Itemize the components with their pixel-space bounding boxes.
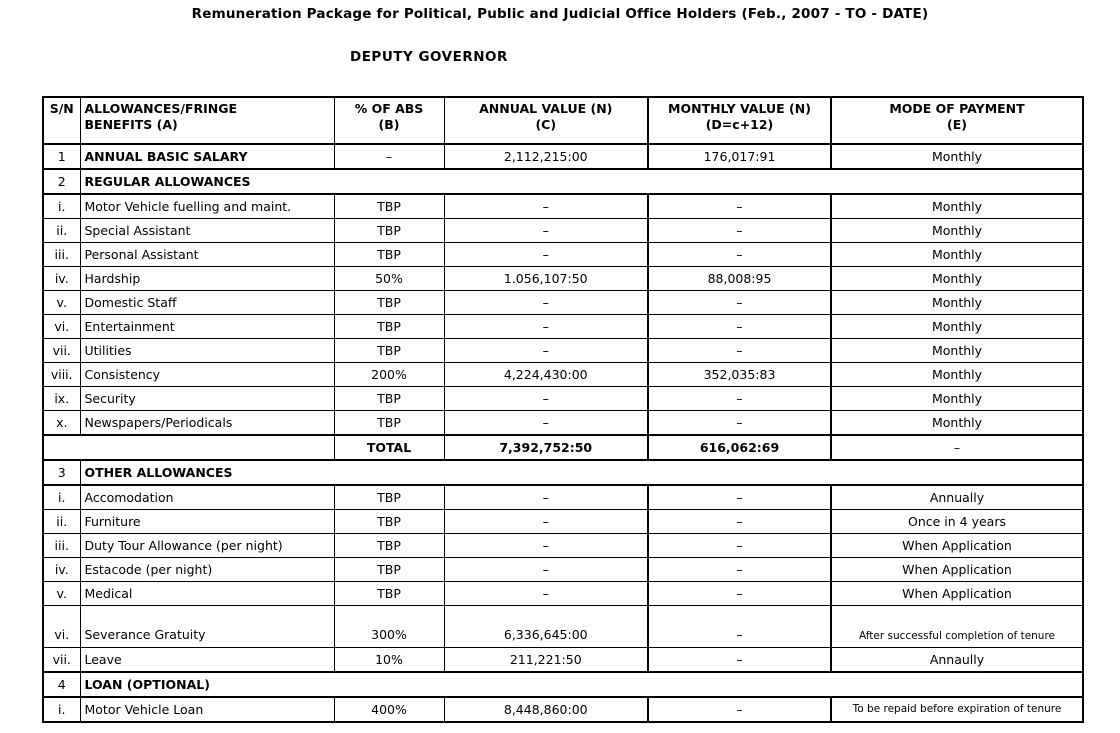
header-benefits bbox=[80, 97, 334, 144]
annual-value: 8,448,860:00 bbox=[444, 697, 648, 722]
monthly-value: – bbox=[648, 606, 831, 648]
mode-of-payment-value: To be repaid before expiration of tenure bbox=[831, 697, 1083, 722]
header-row bbox=[43, 97, 1083, 144]
benefit-label: Motor Vehicle fuelling and maint. bbox=[80, 194, 334, 219]
section-row bbox=[43, 169, 1083, 194]
row-number: iii. bbox=[43, 534, 80, 558]
header-monthly-line2: (D=c+12) bbox=[705, 116, 774, 132]
row-number: ii. bbox=[43, 219, 80, 243]
annual-value: – bbox=[444, 411, 648, 436]
row-number: iv. bbox=[43, 558, 80, 582]
benefit-label: Hardship bbox=[80, 267, 334, 291]
annual-value: – bbox=[444, 582, 648, 606]
mode-of-payment-value: Once in 4 years bbox=[831, 510, 1083, 534]
benefit-label: Newspapers/Periodicals bbox=[80, 411, 334, 436]
row-number: 2 bbox=[43, 169, 80, 194]
table-row bbox=[43, 606, 1083, 648]
table-row bbox=[43, 267, 1083, 291]
benefit-label: Domestic Staff bbox=[80, 291, 334, 315]
table-row bbox=[43, 219, 1083, 243]
annual-value: 4,224,430:00 bbox=[444, 363, 648, 387]
mode-of-payment-value: Monthly bbox=[831, 363, 1083, 387]
benefit-label: Duty Tour Allowance (per night) bbox=[80, 534, 334, 558]
mode-of-payment-value: Monthly bbox=[831, 194, 1083, 219]
table-body bbox=[43, 144, 1083, 722]
pct-of-abs-value: TBP bbox=[334, 291, 444, 315]
annual-value: – bbox=[444, 510, 648, 534]
header-mode-line1: MODE OF PAYMENT bbox=[889, 101, 1025, 116]
remuneration-table bbox=[42, 96, 1084, 723]
row-number: i. bbox=[43, 697, 80, 722]
benefit-label: Severance Gratuity bbox=[80, 606, 334, 648]
mode-of-payment-value: Annaully bbox=[831, 648, 1083, 673]
mode-of-payment-value: When Application bbox=[831, 582, 1083, 606]
benefit-label: Medical bbox=[80, 582, 334, 606]
section-title: LOAN (OPTIONAL) bbox=[80, 672, 1083, 697]
pct-of-abs-value: TBP bbox=[334, 510, 444, 534]
pct-of-abs-value: TBP bbox=[334, 194, 444, 219]
pct-of-abs-value: TBP bbox=[334, 558, 444, 582]
monthly-value: – bbox=[648, 697, 831, 722]
monthly-value: – bbox=[648, 510, 831, 534]
pct-of-abs-value: – bbox=[334, 144, 444, 169]
monthly-value: – bbox=[648, 219, 831, 243]
section-title: OTHER ALLOWANCES bbox=[80, 460, 1083, 485]
monthly-value: – bbox=[648, 534, 831, 558]
monthly-value: – bbox=[648, 315, 831, 339]
table-row bbox=[43, 194, 1083, 219]
annual-value: 1.056,107:50 bbox=[444, 267, 648, 291]
monthly-value: – bbox=[648, 558, 831, 582]
mode-of-payment-value: Monthly bbox=[831, 291, 1083, 315]
header-benefits-line1: ALLOWANCES/FRINGE bbox=[84, 101, 238, 116]
annual-value: – bbox=[444, 315, 648, 339]
row-number: iii. bbox=[43, 243, 80, 267]
mode-of-payment-value: Monthly bbox=[831, 387, 1083, 411]
row-number: 1 bbox=[43, 144, 80, 169]
benefit-label: Special Assistant bbox=[80, 219, 334, 243]
row-number: viii. bbox=[43, 363, 80, 387]
row-number: ii. bbox=[43, 510, 80, 534]
annual-value: 2,112,215:00 bbox=[444, 144, 648, 169]
annual-value: – bbox=[444, 194, 648, 219]
row-number: v. bbox=[43, 582, 80, 606]
table-row bbox=[43, 485, 1083, 510]
table-row bbox=[43, 582, 1083, 606]
table-row bbox=[43, 387, 1083, 411]
annual-value: – bbox=[444, 558, 648, 582]
table-row bbox=[43, 534, 1083, 558]
monthly-value: 352,035:83 bbox=[648, 363, 831, 387]
annual-value: – bbox=[444, 534, 648, 558]
row-number: vi. bbox=[43, 315, 80, 339]
annual-value: – bbox=[444, 219, 648, 243]
monthly-value: – bbox=[648, 411, 831, 436]
benefit-label: Furniture bbox=[80, 510, 334, 534]
pct-of-abs-value: 300% bbox=[334, 606, 444, 648]
benefit-label: Entertainment bbox=[80, 315, 334, 339]
monthly-value: – bbox=[648, 194, 831, 219]
header-monthly-line1: MONTHLY VALUE (N) bbox=[668, 101, 811, 116]
table-row bbox=[43, 558, 1083, 582]
row-number: iv. bbox=[43, 267, 80, 291]
benefit-label: Consistency bbox=[80, 363, 334, 387]
table-row bbox=[43, 697, 1083, 722]
header-mode-line2: (E) bbox=[947, 116, 967, 132]
pct-of-abs-value: TBP bbox=[334, 315, 444, 339]
row-number: 3 bbox=[43, 460, 80, 485]
annual-value: – bbox=[444, 485, 648, 510]
row-number: x. bbox=[43, 411, 80, 436]
monthly-value: – bbox=[648, 648, 831, 673]
total-row bbox=[43, 435, 1083, 460]
pct-of-abs-value: TBP bbox=[334, 582, 444, 606]
row-number: v. bbox=[43, 291, 80, 315]
total-label: TOTAL bbox=[334, 435, 444, 460]
table-row bbox=[43, 144, 1083, 169]
annual-value: – bbox=[444, 387, 648, 411]
monthly-value: – bbox=[648, 582, 831, 606]
mode-of-payment-value: Annually bbox=[831, 485, 1083, 510]
mode-of-payment-value: Monthly bbox=[831, 339, 1083, 363]
row-number: vii. bbox=[43, 339, 80, 363]
total-mode-value: – bbox=[831, 435, 1083, 460]
pct-of-abs-value: 200% bbox=[334, 363, 444, 387]
header-monthly-value bbox=[648, 97, 831, 144]
benefit-label: Accomodation bbox=[80, 485, 334, 510]
mode-of-payment-value: Monthly bbox=[831, 243, 1083, 267]
table-row bbox=[43, 363, 1083, 387]
benefit-label: ANNUAL BASIC SALARY bbox=[80, 144, 334, 169]
total-monthly-value: 616,062:69 bbox=[648, 435, 831, 460]
pct-of-abs-value: TBP bbox=[334, 339, 444, 363]
mode-of-payment-value: Monthly bbox=[831, 411, 1083, 436]
pct-of-abs-value: 400% bbox=[334, 697, 444, 722]
mode-of-payment-value: When Application bbox=[831, 558, 1083, 582]
mode-of-payment-value: Monthly bbox=[831, 315, 1083, 339]
section-title: REGULAR ALLOWANCES bbox=[80, 169, 1083, 194]
total-empty-cell bbox=[43, 435, 334, 460]
pct-of-abs-value: TBP bbox=[334, 387, 444, 411]
annual-value: – bbox=[444, 243, 648, 267]
benefit-label: Motor Vehicle Loan bbox=[80, 697, 334, 722]
table-row bbox=[43, 648, 1083, 673]
pct-of-abs-value: TBP bbox=[334, 243, 444, 267]
header-benefits-line2: BENEFITS (A) bbox=[84, 116, 178, 132]
benefit-label: Estacode (per night) bbox=[80, 558, 334, 582]
header-mode-of-payment bbox=[831, 97, 1083, 144]
header-sn: S/N bbox=[43, 97, 80, 144]
page-subtitle: DEPUTY GOVERNOR bbox=[350, 49, 508, 65]
monthly-value: – bbox=[648, 387, 831, 411]
pct-of-abs-value: TBP bbox=[334, 411, 444, 436]
mode-of-payment-value: Monthly bbox=[831, 267, 1083, 291]
pct-of-abs-value: 10% bbox=[334, 648, 444, 673]
header-pct-line1: % OF ABS bbox=[354, 101, 424, 116]
pct-of-abs-value: 50% bbox=[334, 267, 444, 291]
section-row bbox=[43, 672, 1083, 697]
section-row bbox=[43, 460, 1083, 485]
mode-of-payment-value: When Application bbox=[831, 534, 1083, 558]
monthly-value: 88,008:95 bbox=[648, 267, 831, 291]
monthly-value: – bbox=[648, 339, 831, 363]
row-number: 4 bbox=[43, 672, 80, 697]
annual-value: 211,221:50 bbox=[444, 648, 648, 673]
table-row bbox=[43, 315, 1083, 339]
annual-value: – bbox=[444, 339, 648, 363]
pct-of-abs-value: TBP bbox=[334, 219, 444, 243]
monthly-value: – bbox=[648, 485, 831, 510]
pct-of-abs-value: TBP bbox=[334, 534, 444, 558]
mode-of-payment-value: Monthly bbox=[831, 144, 1083, 169]
total-annual-value: 7,392,752:50 bbox=[444, 435, 648, 460]
row-number: vi. bbox=[43, 606, 80, 648]
header-pct-line2: (B) bbox=[378, 116, 400, 132]
annual-value: 6,336,645:00 bbox=[444, 606, 648, 648]
table-row bbox=[43, 510, 1083, 534]
benefit-label: Leave bbox=[80, 648, 334, 673]
benefit-label: Utilities bbox=[80, 339, 334, 363]
header-annual-line1: ANNUAL VALUE (N) bbox=[479, 101, 613, 116]
row-number: i. bbox=[43, 194, 80, 219]
header-annual-line2: (C) bbox=[535, 116, 557, 132]
header-annual-value bbox=[444, 97, 648, 144]
mode-of-payment-value: After successful completion of tenure bbox=[831, 606, 1083, 648]
row-number: vii. bbox=[43, 648, 80, 673]
page-title: Remuneration Package for Political, Public and Judicial Office Holders (Feb., 2007 - TO - DATE) bbox=[191, 6, 929, 22]
monthly-value: 176,017:91 bbox=[648, 144, 831, 169]
pct-of-abs-value: TBP bbox=[334, 485, 444, 510]
row-number: i. bbox=[43, 485, 80, 510]
table-row bbox=[43, 291, 1083, 315]
benefit-label: Security bbox=[80, 387, 334, 411]
mode-of-payment-value: Monthly bbox=[831, 219, 1083, 243]
monthly-value: – bbox=[648, 291, 831, 315]
annual-value: – bbox=[444, 291, 648, 315]
table-row bbox=[43, 411, 1083, 436]
table-row bbox=[43, 243, 1083, 267]
row-number: ix. bbox=[43, 387, 80, 411]
table-row bbox=[43, 339, 1083, 363]
monthly-value: – bbox=[648, 243, 831, 267]
header-pct-of-abs bbox=[334, 97, 444, 144]
benefit-label: Personal Assistant bbox=[80, 243, 334, 267]
